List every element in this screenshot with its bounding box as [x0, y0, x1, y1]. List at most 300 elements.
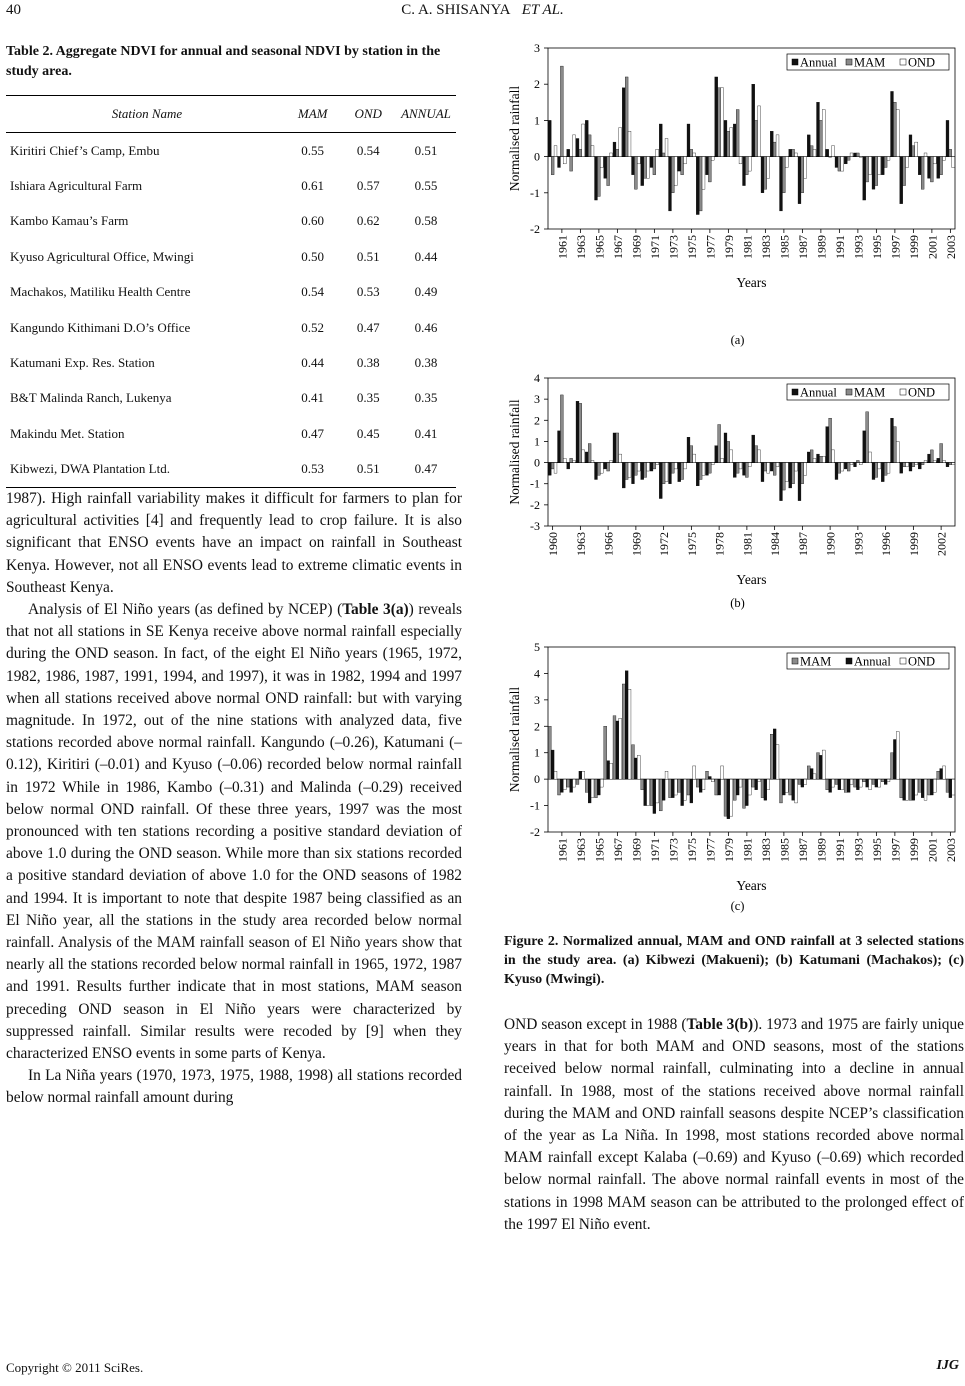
bar-mam [690, 446, 693, 463]
x-tick-label: 1981 [740, 532, 755, 556]
legend-label-annual: Annual [854, 654, 891, 669]
bar-mam [570, 458, 573, 462]
ndvi-value-cell: 0.57 [356, 178, 380, 194]
bar-ond [804, 157, 807, 179]
bar-mam [930, 450, 933, 463]
column-header: MAM [285, 96, 341, 133]
bar-annual [696, 157, 699, 215]
bar-annual [736, 779, 739, 795]
bar-annual [641, 157, 644, 186]
bar-annual [835, 463, 838, 480]
bar-annual [743, 157, 746, 186]
x-tick-label: 1965 [592, 838, 607, 862]
paragraph-text: OND season except in 1988 ( [504, 1016, 687, 1033]
x-axis-label: Years [736, 275, 767, 290]
ndvi-value-cell: 0.61 [301, 178, 325, 194]
bar-annual [829, 779, 832, 792]
bar-ond [730, 450, 733, 463]
journal-footer: IJG [936, 1358, 959, 1373]
bar-ond [628, 463, 631, 478]
bar-ond [887, 463, 890, 474]
x-tick-label: 2003 [943, 235, 958, 259]
bar-mam [900, 779, 903, 798]
ndvi-value-cell: 0.51 [340, 452, 396, 488]
ndvi-value-cell: 0.53 [285, 452, 341, 488]
bar-mam [560, 395, 563, 463]
bar-annual [616, 721, 619, 779]
bar-mam [838, 463, 841, 474]
bar-annual [949, 779, 952, 798]
bar-mam [807, 766, 810, 779]
legend-label-annual: Annual [800, 55, 837, 70]
station-name-cell: Kibwezi, DWA Plantation Ltd. [6, 452, 285, 488]
bar-mam [826, 779, 829, 790]
bar-mam [718, 425, 721, 463]
bar-ond [693, 454, 696, 462]
panel-label: (a) [730, 333, 745, 347]
bar-ond [952, 779, 955, 795]
bar-ond [878, 157, 881, 175]
bar-mam [854, 779, 857, 787]
bar-mam [736, 463, 739, 474]
bar-annual [595, 463, 598, 480]
x-tick-label: 1993 [851, 235, 866, 259]
bar-annual [733, 124, 736, 157]
bar-ond [674, 779, 677, 795]
bar-annual [669, 157, 672, 211]
bar-ond [776, 745, 779, 779]
x-tick-label: 1987 [795, 838, 810, 862]
bar-annual [632, 463, 635, 484]
bar-mam [622, 684, 625, 779]
x-tick-label: 1973 [666, 235, 681, 259]
table-row [6, 345, 456, 380]
bar-mam [708, 157, 711, 182]
x-tick-label: 1997 [888, 838, 903, 862]
bar-annual [690, 779, 693, 803]
bar-ond [813, 774, 816, 779]
bar-mam [949, 149, 952, 156]
bar-annual [718, 779, 721, 795]
bar-ond [582, 450, 585, 463]
x-axis-label: Years [736, 878, 767, 893]
table-row [6, 204, 456, 239]
ndvi-value-cell: 0.45 [356, 425, 380, 441]
bar-annual [752, 84, 755, 156]
bar-annual [567, 149, 570, 156]
ndvi-value-cell: 0.46 [414, 319, 438, 335]
bar-mam [567, 779, 570, 787]
bar-mam [625, 77, 628, 157]
bar-ond [767, 157, 770, 179]
x-tick-label: 1977 [703, 235, 718, 259]
bar-mam [671, 463, 674, 474]
bar-mam [708, 463, 711, 474]
legend-swatch-annual [846, 658, 852, 664]
x-tick-label: 1963 [573, 838, 588, 862]
bar-ond [711, 463, 714, 465]
bar-annual [854, 463, 857, 467]
bar-annual [641, 463, 644, 480]
chart-b-katumani [507, 371, 955, 610]
bar-mam [659, 779, 662, 811]
paragraph-text: ) reveals that not all stations in SE Kenya receive above normal rainfall especially during the OND season. In fact, of the eight El Niño years (1965, 1972, 1982, 1986, 1987, 1991, 1994, and 1997), it was in 1982, 1994 and 1997 when all stations received above normal OND rainfall: but with varying magnitude. In 1972, out of the nine stations with analyzed data, five stations recorded above normal rainfall. Kangundo (–0.26), Katumani (–0.12), Kiritiri (–0.01) and Kyuso (–0.06) recorded below normal rainfall in 1972 While in 1986, Kambo (–0.31) and Malinda (–0.29) received below normal OND rainfall. Of these three years, 1997 was the most pronounced with ten stations recording a positive standard deviation of above 1.0 during the OND season. While more than six stations recorded a positive standard deviation of above 1.0 for the OND seasons of 1982 and 1994. It is important to note that despite 1987 being classified as an El Niño year, all the stations in the study area recorded below normal rainfall. Analysis of the MAM rainfall season of El Niño years show that nearly all the stations recorded below normal rainfall in 1965, 1972, 1987 and 1991. Results further indicate that in most stations, MAM season preceding OND season in El Niño years were characterized by suppressed rainfall. Similar results were recoded by [9] when they characterized ENSO events in some parts of Kenya. [6, 601, 462, 1063]
paragraph: 1987). High rainfall variability makes it difficult for farmers to plan for agricultural activities [4] and frequently lead to crop failure. It is also significant that ENSO events have an impact on rainfall in Southeast Kenya. However, not all ENSO events lead to extreme climatic events in Southeast Kenya. [6, 490, 462, 596]
bar-mam [856, 153, 859, 157]
y-tick-label: 2 [534, 77, 540, 92]
legend-swatch-mam [846, 389, 852, 395]
bar-annual [733, 463, 736, 478]
bar-annual [706, 463, 709, 476]
bar-mam [715, 779, 718, 795]
bar-mam [866, 157, 869, 182]
bar-ond [739, 779, 742, 787]
paragraph: In La Niña years (1970, 1973, 1975, 1988, 1998) all stations recorded below normal rainfall amount during [6, 1067, 462, 1107]
bar-annual [872, 157, 875, 190]
bar-ond [647, 157, 650, 179]
bar-ond [822, 456, 825, 462]
bar-ond [563, 779, 566, 790]
ndvi-value-cell: 0.51 [356, 248, 380, 264]
bar-mam [681, 157, 684, 175]
bar-annual [650, 463, 653, 471]
station-name-cell: Machakos, Matiliku Health Centre [10, 284, 191, 300]
legend-swatch-ond [900, 59, 906, 65]
bar-ond [721, 88, 724, 157]
bar-mam [761, 779, 764, 798]
bar-annual [780, 157, 783, 211]
bar-ond [628, 689, 631, 779]
bar-annual [604, 463, 607, 469]
bar-mam [653, 463, 656, 469]
bar-mam [937, 771, 940, 779]
bar-annual [847, 779, 850, 792]
y-tick-label: -2 [530, 222, 540, 236]
x-tick-label: 1972 [657, 532, 672, 556]
bar-mam [579, 403, 582, 462]
bar-ond [711, 779, 714, 782]
y-axis-label: Normalised rainfall [507, 686, 522, 793]
x-tick-label: 1961 [555, 235, 570, 259]
y-tick-label: 1 [534, 745, 540, 760]
bar-mam [838, 157, 841, 171]
bar-ond [758, 450, 761, 463]
left-column-text [6, 488, 462, 1110]
bar-mam [829, 418, 832, 462]
bar-mam [551, 463, 554, 469]
bar-ond [563, 157, 566, 164]
chart-c-kyuso [507, 640, 958, 913]
x-tick-label: 1965 [592, 235, 607, 259]
ndvi-value-cell: 0.50 [301, 248, 325, 264]
bar-mam [875, 157, 878, 186]
bar-annual [644, 779, 647, 805]
bar-annual [918, 463, 921, 469]
bar-annual [595, 157, 598, 200]
x-tick-label: 1995 [869, 235, 884, 259]
bar-annual [770, 463, 773, 471]
bar-annual [634, 758, 637, 779]
bar-ond [684, 157, 687, 164]
bar-ond [924, 779, 927, 800]
bar-annual [780, 463, 783, 501]
bar-mam [770, 734, 773, 779]
header-et-al: ET AL. [521, 2, 564, 18]
bar-mam [847, 157, 850, 161]
bar-ond [748, 779, 751, 795]
bar-annual [558, 431, 561, 463]
bar-mam [928, 779, 931, 795]
bar-ond [637, 463, 640, 471]
bar-mam [909, 779, 912, 800]
x-tick-label: 1969 [629, 532, 644, 556]
x-tick-label: 1991 [832, 838, 847, 862]
station-name-cell: Kangundo Kithimani D.O’s Office [10, 319, 191, 335]
bar-annual [607, 761, 610, 780]
legend-label-annual: Annual [800, 385, 837, 400]
bar-mam [699, 157, 702, 211]
bar-mam [773, 142, 776, 156]
bar-mam [595, 779, 598, 798]
bar-mam [866, 412, 869, 463]
legend-swatch-mam [792, 658, 798, 664]
table-row [6, 416, 456, 451]
x-tick-label: 1981 [740, 838, 755, 862]
bar-ond [702, 463, 705, 476]
bar-annual [622, 463, 625, 488]
bar-annual [801, 779, 804, 787]
paragraph [6, 599, 462, 1065]
x-tick-label: 1984 [768, 532, 783, 556]
bar-ond [841, 779, 844, 790]
x-tick-label: 1971 [647, 235, 662, 259]
bar-annual [743, 463, 746, 476]
paragraph-text: Analysis of El Niño years (as defined by NCEP) ( [28, 601, 343, 619]
bar-mam [634, 463, 637, 476]
bar-annual [687, 437, 690, 462]
ndvi-value-cell: 0.55 [301, 142, 325, 158]
bar-mam [579, 149, 582, 156]
bar-annual [903, 779, 906, 800]
bar-annual [755, 779, 758, 790]
bar-mam [548, 726, 551, 779]
bar-mam [653, 157, 656, 175]
bar-annual [946, 120, 949, 156]
bar-annual [782, 779, 785, 795]
bar-mam [752, 779, 755, 787]
y-tick-label: 3 [534, 692, 540, 707]
bar-mam [641, 779, 644, 790]
bar-mam [745, 463, 748, 478]
bar-annual [928, 454, 931, 462]
bar-ond [933, 460, 936, 462]
bar-ond [739, 157, 742, 164]
bar-ond [906, 779, 909, 800]
ndvi-value-cell: 0.62 [356, 213, 380, 229]
table-row [6, 239, 456, 274]
x-tick-label: 1993 [851, 532, 866, 556]
bar-annual [770, 131, 773, 156]
y-tick-label: 4 [534, 371, 540, 385]
figure-2-charts [500, 36, 965, 916]
bar-annual [884, 779, 887, 784]
bar-ond [785, 157, 788, 168]
bar-annual [678, 157, 681, 171]
bar-mam [560, 66, 563, 157]
x-tick-label: 1967 [610, 235, 625, 259]
legend-swatch-ond [900, 389, 906, 395]
bar-mam [810, 450, 813, 463]
table-row [6, 381, 456, 416]
station-name-cell: Makindu Met. Station [10, 425, 125, 441]
y-tick-label: 0 [534, 149, 540, 164]
bar-ond [656, 779, 659, 803]
page-number: 40 [6, 2, 21, 18]
x-tick-label: 1966 [601, 532, 616, 556]
bar-annual [921, 779, 924, 798]
bar-ond [878, 463, 881, 469]
bar-ond [600, 157, 603, 168]
bar-ond [785, 779, 788, 792]
bar-ond [647, 463, 650, 471]
bar-annual [558, 157, 561, 168]
x-tick-label: 1961 [555, 838, 570, 862]
ndvi-value-cell: 0.41 [301, 390, 325, 406]
ndvi-value-cell: 0.53 [356, 284, 380, 300]
legend-label-mam: MAM [800, 654, 832, 669]
bar-annual [844, 157, 847, 164]
bar-mam [819, 456, 822, 462]
bar-ond [647, 779, 650, 805]
bar-mam [949, 463, 952, 465]
table-reference-link[interactable]: Table 3(a) [342, 601, 409, 619]
x-tick-label: 1991 [832, 235, 847, 259]
bar-ond [702, 779, 705, 790]
bar-ond [943, 460, 946, 462]
bar-annual [548, 463, 551, 476]
bar-mam [625, 463, 628, 480]
bar-annual [764, 779, 767, 800]
table-row [6, 133, 456, 169]
bar-mam [930, 157, 933, 182]
bar-mam [863, 779, 866, 782]
bar-annual [671, 779, 674, 798]
bar-mam [844, 779, 847, 792]
bar-mam [940, 444, 943, 463]
bar-annual [792, 779, 795, 800]
bar-mam [632, 745, 635, 779]
x-tick-label: 1983 [758, 235, 773, 259]
bar-annual [678, 463, 681, 482]
bar-mam [780, 779, 783, 803]
bar-ond [684, 463, 687, 469]
bar-ond [573, 460, 576, 462]
bar-ond [711, 157, 714, 161]
y-tick-label: -3 [530, 519, 540, 533]
bar-mam [733, 779, 736, 800]
bar-mam [607, 157, 610, 186]
bar-ond [582, 771, 585, 779]
bar-annual [560, 779, 563, 792]
bar-annual [807, 452, 810, 463]
bar-annual [872, 463, 875, 480]
bar-mam [940, 157, 943, 175]
bar-annual [659, 463, 662, 499]
bar-mam [801, 463, 804, 484]
legend-swatch-ond [900, 658, 906, 664]
x-tick-label: 1981 [740, 235, 755, 259]
bar-mam [690, 149, 693, 156]
bar-ond [906, 157, 909, 168]
bar-ond [563, 458, 566, 462]
bar-mam [696, 779, 699, 787]
bar-annual [727, 779, 730, 819]
bar-ond [573, 779, 576, 787]
bar-mam [884, 157, 887, 168]
paragraph-text: ). 1973 and 1975 are fairly unique years in that for both MAM and OND seasons, most of the stations received below normal rainfall, culminating into a decline in annual rainfall. In 1988, most of the stations received above normal rainfall during the MAM and OND rainfall seasons despite NCEP’s classification of the year as La Niña. In 1998, most stations recorded above normal MAM rainfall except Kalaba (–0.69) and Kyuso (–0.69) which recorded below normal rainfall. The above normal rainfall events in most of the stations in 1998 MAM season can be attributed to the prolonged effect of the 1997 El Niño event. [504, 1016, 964, 1233]
bar-mam [810, 146, 813, 157]
bar-annual [826, 149, 829, 156]
bar-annual [662, 779, 665, 800]
station-name-cell: B&T Malinda Ranch, Lukenya [10, 390, 172, 406]
legend-label-ond: OND [908, 55, 936, 70]
bar-ond [582, 124, 585, 157]
y-tick-label: -1 [530, 185, 540, 200]
bar-ond [573, 135, 576, 157]
bar-mam [727, 441, 730, 462]
bar-annual [928, 157, 931, 179]
ndvi-value-cell: 0.51 [414, 142, 438, 158]
bar-annual [576, 401, 579, 462]
ndvi-value-cell: 0.54 [356, 142, 380, 158]
bar-ond [943, 766, 946, 779]
legend-swatch-annual [792, 59, 798, 65]
bar-mam [829, 157, 832, 158]
bar-mam [585, 779, 588, 792]
x-tick-label: 1960 [546, 532, 561, 556]
bar-ond [656, 149, 659, 156]
bar-mam [789, 779, 792, 795]
bar-mam [946, 779, 949, 792]
bar-mam [662, 463, 665, 484]
column-header: ANNUAL [396, 96, 456, 133]
bar-ond [600, 463, 603, 474]
running-header [0, 2, 965, 19]
bar-ond [869, 779, 872, 790]
bar-ond [841, 157, 844, 171]
x-tick-label: 1975 [684, 235, 699, 259]
bar-mam [616, 433, 619, 463]
bar-mam [699, 463, 702, 480]
bar-annual [585, 120, 588, 156]
bar-mam [921, 157, 924, 190]
bar-ond [813, 458, 816, 462]
bar-annual [699, 779, 702, 792]
x-tick-label: 1979 [721, 838, 736, 862]
table-reference-link[interactable]: Table 3(b) [686, 1016, 754, 1033]
bar-annual [551, 750, 554, 779]
ndvi-value-cell: 0.38 [414, 355, 438, 371]
bar-ond [610, 153, 613, 157]
ndvi-value-cell: 0.44 [301, 355, 325, 371]
bar-ond [721, 458, 724, 462]
bar-mam [644, 157, 647, 179]
ndvi-value-cell: 0.47 [356, 319, 380, 335]
header-authors: C. A. SHISANYA [401, 2, 511, 18]
bar-mam [893, 102, 896, 156]
bar-annual [789, 149, 792, 156]
bar-mam [724, 779, 727, 816]
